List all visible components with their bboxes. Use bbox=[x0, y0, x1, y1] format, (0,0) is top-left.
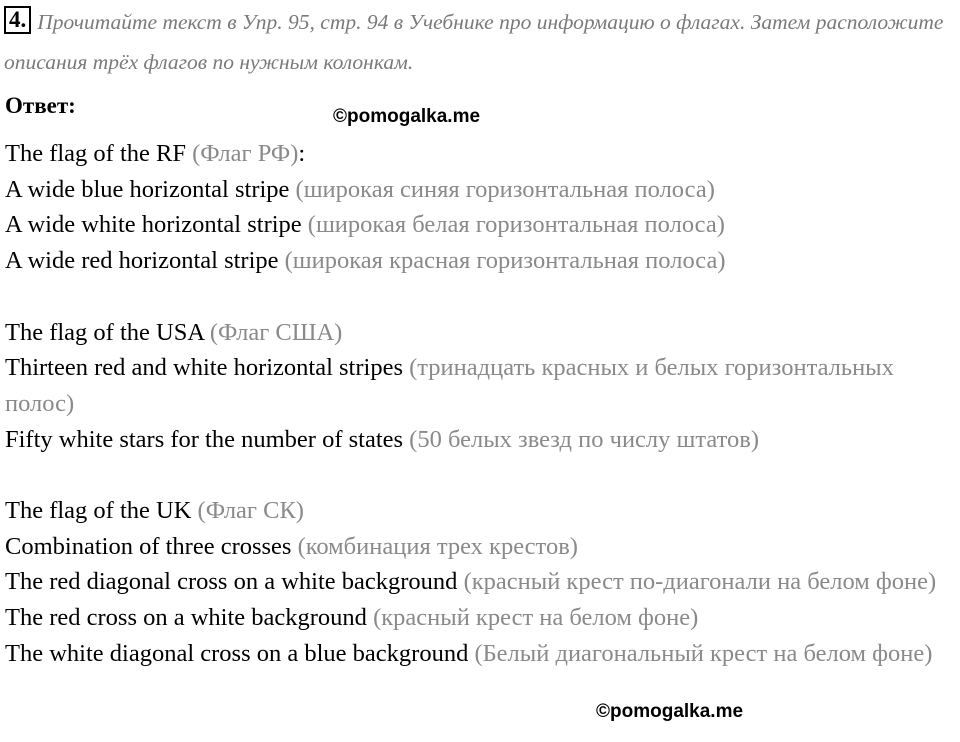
answer-body bbox=[5, 136, 960, 672]
list-item: Fifty white stars for the number of states (50 белых звезд по числу штатов) bbox=[5, 425, 760, 453]
watermark-top: ©pomogalka.me bbox=[333, 106, 481, 127]
section-gap bbox=[5, 457, 960, 493]
task-text: Прочитайте текст в Упр. 95, стр. 94 в Учебнике про информацию о флагах. Затем расположите описания трёх флагов по нужным колонкам. bbox=[4, 10, 944, 74]
list-item: Combination of three crosses (комбинация трех крестов) bbox=[5, 532, 578, 560]
task-number: 4. bbox=[4, 6, 31, 34]
task-statement bbox=[4, 2, 954, 82]
list-item: A wide red horizontal stripe (широкая красная горизонтальная полоса) bbox=[5, 247, 726, 275]
list-item: A wide blue horizontal stripe (широкая синяя горизонтальная полоса) bbox=[5, 175, 715, 203]
list-item: The red diagonal cross on a white background (красный крест по-диагонали на белом фоне) bbox=[5, 568, 937, 596]
list-item: Thirteen red and white horizontal stripes (тринадцать красных и белых горизонтальных полос) bbox=[5, 354, 894, 417]
section-title-uk: The flag of the UK (Флаг СК) bbox=[5, 497, 304, 524]
section-title-usa: The flag of the USA (Флаг США) bbox=[5, 318, 343, 346]
section-title-rf: The flag of the RF (Флаг РФ): bbox=[5, 140, 306, 167]
list-item: The white diagonal cross on a blue background (Белый диагональный крест на белом фоне) bbox=[5, 639, 933, 667]
watermark-bottom: ©pomogalka.me bbox=[596, 701, 744, 722]
section-gap bbox=[5, 279, 960, 315]
list-item: A wide white horizontal stripe (широкая белая горизонтальная полоса) bbox=[5, 211, 725, 239]
list-item: The red cross on a white background (красный крест на белом фоне) bbox=[5, 604, 699, 632]
answer-label: Ответ: bbox=[5, 93, 76, 118]
